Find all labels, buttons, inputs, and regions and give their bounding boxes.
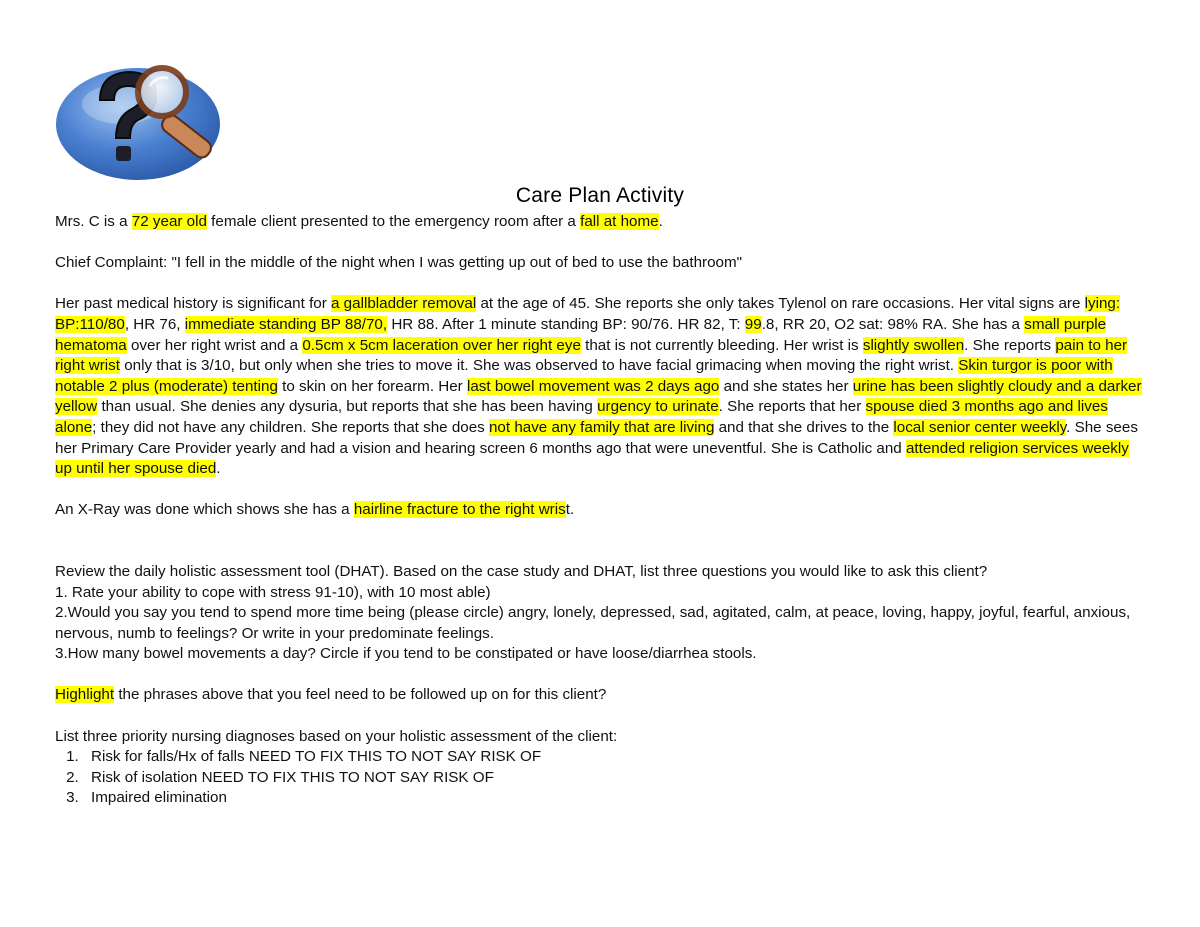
text-segment: over her right wrist and a bbox=[126, 336, 303, 354]
diagnoses-prompt: List three priority nursing diagnoses based on your holistic assessment of the client: bbox=[55, 727, 618, 745]
text-segment: .8, RR 20, O2 sat: 98% RA. She has a bbox=[761, 315, 1025, 333]
text-segment: female client presented to the emergency room after a bbox=[206, 213, 581, 230]
highlighted-phrase: hairline fracture to the right wris bbox=[353, 501, 566, 519]
text-segment: and that she drives to the bbox=[714, 418, 894, 436]
highlighted-phrase: fall at home bbox=[580, 213, 659, 230]
page-title: Care Plan Activity bbox=[515, 184, 685, 207]
text-segment: Her past medical history is significant for bbox=[55, 295, 332, 313]
text-segment: , HR 76, bbox=[124, 315, 185, 333]
highlighted-phrase: lying: BP:110/80 bbox=[55, 295, 1121, 333]
text-segment: that is not currently bleeding. Her wrist is bbox=[580, 336, 863, 354]
highlighted-phrase: not have any family that are living bbox=[488, 418, 715, 436]
highlighted-phrase: spouse died 3 months ago and lives alone bbox=[55, 398, 1108, 436]
text-segment: than usual. She denies any dysuria, but reports that she has been having bbox=[97, 398, 598, 416]
history-paragraph bbox=[55, 294, 1145, 479]
text-segment: to skin on her forearm. Her bbox=[277, 377, 467, 395]
text-segment: Mrs. C is a bbox=[55, 213, 132, 230]
text-segment: ; they did not have any children. She reports that she does bbox=[92, 418, 489, 436]
highlighted-phrase: urgency to urinate bbox=[597, 398, 719, 416]
question-3: 3.How many bowel movements a day? Circle if you tend to be constipated or have loose/diarrhea stools. bbox=[55, 645, 757, 663]
text-segment: HR 88. After 1 minute standing BP: 90/76. HR 82, T: bbox=[387, 315, 745, 333]
highlighted-phrase: 0.5cm x 5cm laceration over her right eye bbox=[302, 336, 581, 354]
diagnoses-list bbox=[55, 747, 1145, 809]
text-segment: . She reports bbox=[964, 336, 1056, 354]
text-segment: . She sees her Primary Care Provider yearly and had a vision and hearing screen 6 months ago that were uneventful. She is Catholic and bbox=[55, 418, 1138, 457]
text-segment: . bbox=[216, 460, 221, 478]
dhat-prompt: Review the daily holistic assessment tool (DHAT). Based on the case study and DHAT, list three questions you would like to ask this client? bbox=[55, 562, 988, 580]
highlighted-phrase: last bowel movement was 2 days ago bbox=[466, 377, 720, 395]
highlighted-phrase: urine has been slightly cloudy and a darker yellow bbox=[55, 377, 1142, 416]
text-segment: An X-Ray was done which shows she has a bbox=[55, 501, 354, 519]
highlighted-phrase: 99 bbox=[744, 315, 762, 333]
text-segment: . She reports that her bbox=[718, 398, 866, 416]
chief-complaint: Chief Complaint: "I fell in the middle of the night when I was getting up out of bed to use the bathroom" bbox=[55, 254, 743, 272]
question-1: 1. Rate your ability to cope with stress 91-10), with 10 most able) bbox=[55, 583, 491, 601]
highlighted-phrase: 72 year old bbox=[131, 213, 207, 230]
highlight-prompt bbox=[55, 685, 1145, 706]
text-segment: t. bbox=[565, 501, 575, 519]
text-segment: only that is 3/10, but only when she tries to move it. She was observed to have facial grimacing when moving the right wrist. bbox=[119, 357, 959, 375]
highlighted-phrase: pain to her right wrist bbox=[55, 336, 1128, 375]
magnifier-question-mark-icon bbox=[52, 52, 240, 186]
xray-paragraph bbox=[55, 500, 1145, 521]
case-study-body bbox=[55, 212, 1145, 809]
highlighted-phrase: immediate standing BP 88/70, bbox=[184, 315, 388, 333]
diagnosis-item: 2. Risk of isolation NEED TO FIX THIS TO NOT SAY RISK OF bbox=[83, 768, 1145, 789]
highlighted-phrase: Skin turgor is poor with notable 2 plus (moderate) tenting bbox=[55, 357, 1113, 395]
text-segment: at the age of 45. She reports she only takes Tylenol on rare occasions. Her vital signs are bbox=[476, 295, 1085, 313]
text-segment: the phrases above that you feel need to be followed up on for this client? bbox=[114, 686, 607, 704]
highlighted-phrase: a gallbladder removal bbox=[331, 295, 477, 313]
highlighted-phrase: Highlight bbox=[55, 686, 115, 704]
intro-paragraph bbox=[55, 212, 1145, 233]
text-segment: . bbox=[658, 213, 663, 230]
question-2: 2.Would you say you tend to spend more time being (please circle) angry, lonely, depressed, sad, agitated, calm, at peace, loving, happy, joyful, fearful, anxious, nervous, numb to feelings? Or write in your predominate feelings. bbox=[55, 604, 1131, 642]
highlighted-phrase: small purple hematoma bbox=[55, 315, 1107, 354]
highlighted-phrase: local senior center weekly bbox=[893, 418, 1067, 436]
diagnosis-item: 1. Risk for falls/Hx of falls NEED TO FIX THIS TO NOT SAY RISK OF bbox=[83, 747, 1145, 768]
highlighted-phrase: slightly swollen bbox=[862, 336, 965, 354]
diagnosis-item: 3. Impaired elimination bbox=[83, 788, 1145, 809]
text-segment: and she states her bbox=[719, 377, 853, 395]
highlighted-phrase: attended religion services weekly up until her spouse died bbox=[55, 439, 1129, 478]
